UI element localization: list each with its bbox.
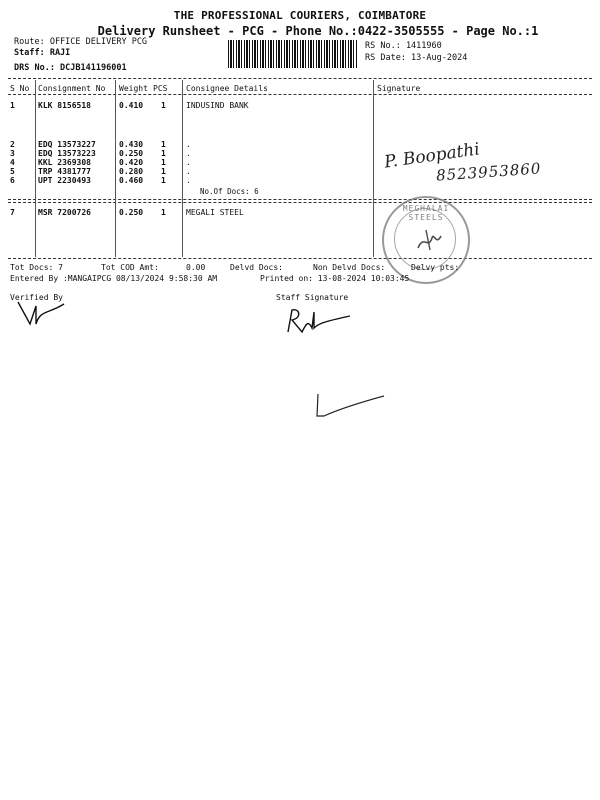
total-cod-label: Tot COD Amt: — [101, 263, 159, 272]
row-sno: 2 — [10, 140, 15, 149]
row-consignee: . — [186, 140, 191, 149]
row-pcs: 1 — [161, 208, 166, 217]
header-weight: Weight — [119, 84, 148, 93]
row-consignee: . — [186, 158, 191, 167]
delivered-docs: Delvd Docs: — [230, 263, 283, 272]
staff-signature-scribble — [284, 306, 354, 336]
row-consignment: UPT 2230493 — [38, 176, 91, 185]
row-consignment: MSR 7200726 — [38, 208, 91, 217]
delivery-points: Delvy pts: — [411, 263, 460, 272]
row-consignee: . — [186, 149, 191, 158]
stamp-text: MEGHALAI STEELS — [402, 204, 450, 222]
row-sno: 5 — [10, 167, 15, 176]
row-weight: 0.410 — [119, 101, 144, 110]
printed-on: Printed on: 13-08-2024 10:03:45 — [260, 274, 410, 283]
row-consignee: INDUSIND BANK — [186, 101, 249, 110]
header-signature: Signature — [377, 84, 421, 93]
row-pcs: 1 — [161, 149, 166, 158]
table-top-rule — [8, 78, 592, 79]
row-consignee: MEGALI STEEL — [186, 208, 244, 217]
row-consignment: EDQ 13573227 — [38, 140, 96, 149]
header-consignee: Consignee Details — [186, 84, 268, 93]
row-weight: 0.430 — [119, 140, 144, 149]
row-consignee: . — [186, 176, 191, 185]
row-weight: 0.280 — [119, 167, 144, 176]
verified-by-label: Verified By — [10, 293, 63, 302]
row-consignment: TRP 4381777 — [38, 167, 91, 176]
handwritten-name: P. Boopathi — [383, 139, 481, 173]
stray-pen-mark — [312, 392, 388, 422]
rs-date: RS Date: 13-Aug-2024 — [365, 53, 468, 63]
row-sno: 7 — [10, 208, 15, 217]
route-label: Route: OFFICE DELIVERY PCG — [14, 37, 148, 47]
row-weight: 0.250 — [119, 208, 144, 217]
row-weight: 0.420 — [119, 158, 144, 167]
row-sno: 1 — [10, 101, 15, 110]
table-header-rule — [8, 94, 592, 95]
col-divider — [373, 80, 374, 257]
row-weight: 0.460 — [119, 176, 144, 185]
row-pcs: 1 — [161, 140, 166, 149]
row-pcs: 1 — [161, 176, 166, 185]
table-bottom-rule — [8, 258, 592, 259]
staff-label: Staff: RAJI — [14, 48, 71, 58]
handwritten-phone: 8523953860 — [435, 159, 542, 185]
company-title: THE PROFESSIONAL COURIERS, COIMBATORE — [173, 9, 427, 22]
col-divider — [115, 80, 116, 257]
staff-signature-label: Staff Signature — [276, 293, 349, 302]
no-of-docs: No.Of Docs: 6 — [200, 187, 259, 196]
total-cod-amount: 0.00 — [186, 263, 206, 272]
row-consignee: . — [186, 167, 191, 176]
drs-number: DRS No.: DCJB141196001 — [14, 63, 127, 73]
row-consignment: KLK 8156518 — [38, 101, 91, 110]
header-pcs: PCS — [153, 84, 168, 93]
verified-signature-scribble — [14, 296, 74, 328]
runsheet-title: Delivery Runsheet - PCG - Phone No.:0422-3505555 - Page No.:1 — [97, 24, 539, 38]
row-consignment: KKL 2369308 — [38, 158, 91, 167]
row-pcs: 1 — [161, 167, 166, 176]
table-mid-rule-2 — [8, 202, 592, 203]
entered-by: Entered By :MANGAIPCG 08/13/2024 9:58:30 AM — [10, 274, 218, 283]
stamp-signature-scribble — [414, 228, 444, 254]
row-sno: 3 — [10, 149, 15, 158]
row-sno: 6 — [10, 176, 15, 185]
non-delivered-docs: Non Delvd Docs: — [313, 263, 386, 272]
header-sno: S No — [10, 84, 30, 93]
rs-number: RS No.: 1411960 — [365, 41, 442, 51]
total-docs: Tot Docs: 7 — [10, 263, 63, 272]
header-consignment: Consignment No — [38, 84, 106, 93]
row-weight: 0.250 — [119, 149, 144, 158]
col-divider — [182, 80, 183, 257]
row-sno: 4 — [10, 158, 15, 167]
col-divider — [35, 80, 36, 257]
row-consignment: EDQ 13573223 — [38, 149, 96, 158]
row-pcs: 1 — [161, 101, 166, 110]
table-mid-rule — [8, 199, 592, 200]
row-pcs: 1 — [161, 158, 166, 167]
barcode — [228, 40, 358, 68]
